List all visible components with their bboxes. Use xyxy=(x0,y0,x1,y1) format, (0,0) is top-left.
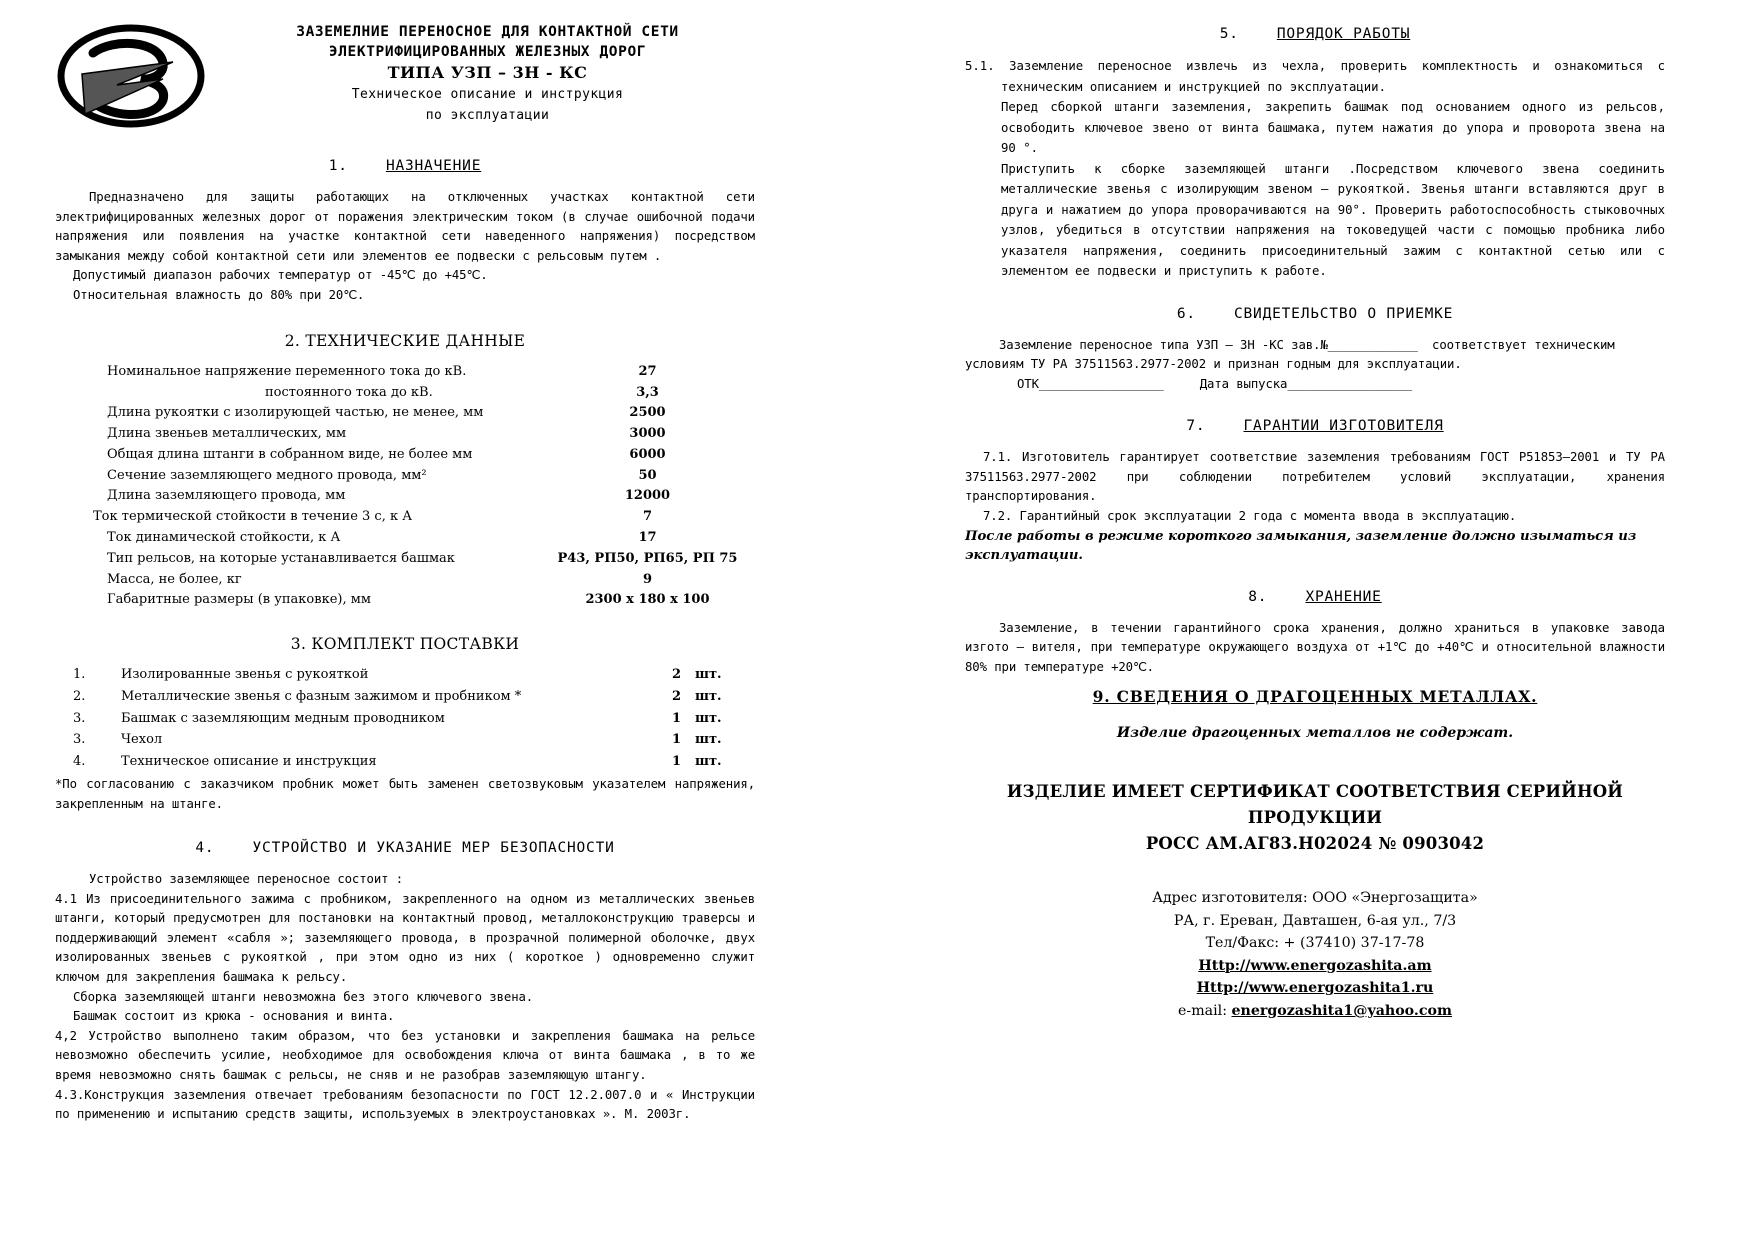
table-row xyxy=(55,486,755,507)
table-row xyxy=(55,403,755,424)
spec-value: 7 xyxy=(642,509,653,525)
spec-value: 3,3 xyxy=(636,384,659,400)
section-8-heading xyxy=(965,589,1665,605)
acceptance-text-after: соответствует техническим xyxy=(1432,337,1615,352)
spec-value: 12000 xyxy=(624,488,671,504)
spec-value: 6000 xyxy=(629,446,666,462)
acceptance-text-before: Заземление переносное типа УЗП – 3Н -КС зав.№ xyxy=(999,337,1328,352)
table-row xyxy=(55,569,755,590)
spec-label: Тип рельсов, на которые устанавливается башмак xyxy=(107,550,455,566)
spec-value: 3000 xyxy=(629,426,666,442)
section-9-title: 9. СВЕДЕНИЯ О ДРАГОЦЕННЫХ МЕТАЛЛАХ. xyxy=(1092,687,1538,707)
spec-label: постоянного тока до кВ. xyxy=(265,384,433,400)
certificate-line-2: РОСС АМ.АГ83.Н02024 № 0903042 xyxy=(1145,834,1485,854)
spec-value: 2300 х 180 х 100 xyxy=(585,592,710,608)
document-title-line-1: ЗАЗЕМЕЛНИЕ ПЕРЕНОСНОЕ ДЛЯ КОНТАКТНОЙ СЕТИ xyxy=(296,24,679,40)
section-4-number: 4. xyxy=(195,840,215,857)
item-qty: 2 xyxy=(671,689,681,705)
manufacturer-contacts xyxy=(965,887,1665,1022)
item-text: Изолированные звенья с рукояткой xyxy=(121,667,369,683)
section-4-heading xyxy=(55,840,755,856)
section-3-heading: 3. КОМПЛЕКТ ПОСТАВКИ xyxy=(290,634,520,653)
otk-blank: __________________ xyxy=(1038,376,1164,391)
section-6-title: СВИДЕТЕЛЬСТВО О ПРИЕМКЕ xyxy=(1234,305,1454,322)
item-qty: 1 xyxy=(671,753,681,769)
website-link-ru[interactable]: Http://www.energozashita1.ru xyxy=(1196,980,1434,997)
section-4-paragraph-4-3: 4.3.Конструкция заземления отвечает требованиям безопасности по ГОСТ 12.2.007.0 и « Инструкции по применению и испытанию средств защиты, используемых в электроустановках ». М. 2003г. xyxy=(55,1087,755,1122)
item-text: Техническое описание и инструкция xyxy=(121,753,377,769)
table-row xyxy=(55,362,755,383)
section-6-number: 6. xyxy=(1176,305,1196,322)
list-item xyxy=(55,708,755,730)
item-qty: 1 xyxy=(671,710,681,726)
spec-label: Масса, не более, кг xyxy=(107,571,242,587)
section-5-1-number: 5.1. xyxy=(965,59,995,73)
section-1-paragraph: Предназначено для защиты работающих на отключенных участках контактной сети электрифицированных железных дорог от поражения электрическим током (в случае ошибочной подачи напряжения или появления на участке контактной сети наведенного напряжения) посредством замыкания между собой контактной сети или элементов ее подвески с рельсовым путем . xyxy=(55,190,755,263)
section-6-acceptance-line-2: условиям ТУ РА 37511563.2977-2002 и признан годным для эксплуатации. xyxy=(965,357,1462,372)
otk-label: ОТК xyxy=(1017,376,1039,391)
item-number: 2. xyxy=(73,689,86,705)
item-number: 1. xyxy=(73,667,86,683)
right-column xyxy=(965,0,1665,1022)
section-6-acceptance-line-1 xyxy=(965,336,1665,356)
section-5-number: 5. xyxy=(1219,26,1239,42)
spec-label: Габаритные размеры (в упаковке), мм xyxy=(107,592,371,608)
item-unit: шт. xyxy=(695,689,722,705)
document-title-line-2: ЭЛЕКТРИФИЦИРОВАННЫХ ЖЕЛЕЗНЫХ ДОРОГ xyxy=(328,44,647,60)
spec-value: 9 xyxy=(642,571,653,587)
section-8-title: ХРАНЕНИЕ xyxy=(1305,588,1382,605)
section-3-footnote: *По согласованию с заказчиком пробник может быть заменен светозвуковым указателем напряжения, закрепленным на штанге. xyxy=(55,776,755,811)
date-label: Дата выпуска xyxy=(1199,376,1288,391)
table-row xyxy=(55,590,755,611)
section-4-paragraph-4-1: 4.1 Из присоединительного зажима с пробником, закрепленного на одном из металлических звеньев штанги, который предусмотрен для постановки на контактный провод, металлоконструкцию траверсы и поддерживающий элемент «сабля »; заземляющего провода, в прозрачной полимерной оболочке, двух изолированных звеньев с рукояткой , при этом одно из них ( короткое ) одновременно служит ключом для закрепления башмака к рельсу. xyxy=(55,891,755,985)
item-unit: шт. xyxy=(695,710,722,726)
spec-label: Длина рукоятки с изолирующей частью, не менее, мм xyxy=(107,405,484,421)
item-number: 4. xyxy=(73,753,86,769)
section-4-paragraph-4-1b: Сборка заземляющей штанги невозможна без этого ключевого звена. xyxy=(73,989,534,1004)
document-header xyxy=(55,22,755,142)
item-unit: шт. xyxy=(695,667,722,683)
spec-label: Длина заземляющего провода, мм xyxy=(107,488,346,504)
document-subtitle-line-2: по эксплуатации xyxy=(425,108,550,123)
section-5-heading xyxy=(965,26,1665,42)
technical-data-table xyxy=(55,362,755,611)
list-item xyxy=(55,665,755,687)
item-qty: 2 xyxy=(671,667,681,683)
item-unit: шт. xyxy=(695,753,722,769)
item-number: 3. xyxy=(73,710,86,726)
section-5-1-text-c: Приступить к сборке заземляющей штанги .Посредством ключевого звена соединить металлические звенья с изолирующим звеном – рукояткой. Звенья штанги вставляются друг в друга и нажатием до упора проворачиваются на 90°. Проверить работоспособность стыковочных узлов, убедиться в отсутствии напряжения на токоведущей части с помощью пробника либо указателя напряжения, соединить присоединительный зажим с контактной сетью или с элементом ее подвески и приступить к работе. xyxy=(1001,161,1665,278)
section-6-heading xyxy=(965,306,1665,322)
table-row xyxy=(55,549,755,570)
date-blank: __________________ xyxy=(1287,376,1412,391)
phone-line: Тел/Факс: + (37410) 37-17-78 xyxy=(1205,935,1425,952)
spec-value: 50 xyxy=(638,467,657,483)
delivery-set-table xyxy=(55,665,755,773)
spec-label: Ток динамической стойкости, к А xyxy=(107,530,341,545)
spec-value: 2500 xyxy=(629,405,666,421)
spec-label: Ток термической стойкости в течение 3 с, к А xyxy=(93,509,413,525)
section-7-number: 7. xyxy=(1186,418,1206,435)
section-7-title: ГАРАНТИИ ИЗГОТОВИТЕЛЯ xyxy=(1243,418,1444,435)
table-row xyxy=(55,465,755,486)
section-8-number: 8. xyxy=(1248,588,1268,605)
section-1-number: 1. xyxy=(328,158,348,174)
spec-value: 17 xyxy=(638,530,657,545)
section-1-temperature-line: Допустимый диапазон рабочих температур от -45℃ до +45℃. xyxy=(73,268,488,283)
certificate-block xyxy=(965,779,1665,857)
website-link-am[interactable]: Http://www.energozashita.am xyxy=(1198,957,1432,974)
certificate-line-1: ИЗДЕЛИЕ ИМЕЕТ СЕРТИФИКАТ СООТВЕТСТВИЯ СЕРИЙНОЙ ПРОДУКЦИИ xyxy=(1006,782,1624,828)
section-5-1-text: Заземление переносное извлечь из чехла, проверить комплектность и ознакомиться с техническим описанием и инструкцией по эксплуатации. xyxy=(1001,59,1665,94)
section-4-intro: Устройство заземляющее переносное состоит : xyxy=(89,872,404,887)
title-block xyxy=(220,22,755,126)
spec-label: Номинальное напряжение переменного тока до кВ. xyxy=(107,363,467,379)
address-line-1: Адрес изготовителя: ООО «Энергозащита» xyxy=(1152,890,1478,907)
item-text: Металлические звенья с фазным зажимом и пробником * xyxy=(121,689,522,705)
spec-label: Общая длина штанги в собранном виде, не более мм xyxy=(107,446,473,462)
section-7-note: После работы в режиме короткого замыкания, заземление должно изыматься из эксплуатации. xyxy=(965,528,1637,563)
section-8-paragraph: Заземление, в течении гарантийного срока хранения, должно храниться в упаковке завода изгото – вителя, при температуре окружающего воздуха от +1℃ до +40℃ и относительной влажности 80% при температуре +20℃. xyxy=(965,620,1665,674)
section-4-paragraph-4-1c: Башмак состоит из крюка - основания и винта. xyxy=(73,1009,395,1024)
item-text: Башмак с заземляющим медным проводником xyxy=(121,710,445,726)
email-link[interactable]: energozashita1@yahoo.com xyxy=(1231,1002,1452,1019)
section-5-title: ПОРЯДОК РАБОТЫ xyxy=(1276,26,1411,42)
document-type-line: ТИПА УЗП – 3Н - КС xyxy=(387,63,588,82)
section-9-heading xyxy=(965,687,1665,706)
spec-label: Сечение заземляющего медного провода, мм² xyxy=(107,467,427,483)
section-2-heading: 2. ТЕХНИЧЕСКИЕ ДАННЫЕ xyxy=(284,331,526,350)
section-1-title: НАЗНАЧЕНИЕ xyxy=(385,158,482,174)
section-9-statement: Изделие драгоценных металлов не содержат. xyxy=(1116,725,1514,742)
table-row xyxy=(55,528,755,549)
energozashita-logo xyxy=(55,22,207,130)
address-line-2: РА, г. Ереван, Давташен, 6-ая ул., 7/3 xyxy=(1173,912,1457,929)
table-row xyxy=(55,382,755,403)
item-unit: шт. xyxy=(695,732,722,748)
table-row xyxy=(55,445,755,466)
list-item xyxy=(55,687,755,709)
document-subtitle-line-1: Техническое описание и инструкция xyxy=(351,87,624,102)
section-4-title: УСТРОЙСТВО И УКАЗАНИЕ МЕР БЕЗОПАСНОСТИ xyxy=(252,840,615,857)
spec-value: 27 xyxy=(638,363,657,379)
section-6-signature-line xyxy=(965,375,1665,395)
item-qty: 1 xyxy=(671,732,681,748)
serial-number-blank: _____________ xyxy=(1327,337,1418,352)
item-text: Чехол xyxy=(121,732,163,748)
spec-value: Р43, РП50, РП65, РП 75 xyxy=(557,550,738,566)
item-number: 3. xyxy=(73,732,86,748)
table-row xyxy=(55,424,755,445)
spec-label: Длина звеньев металлических, мм xyxy=(107,426,347,442)
section-7-paragraph-7-2: 7.2. Гарантийный срок эксплуатации 2 года с момента ввода в эксплуатацию. xyxy=(983,509,1517,524)
section-4-paragraph-4-2: 4,2 Устройство выполнено таким образом, что без установки и закрепления башмака на рельсе невозможно обеспечить усилие, необходимое для освобождения ключа от винта башмака , в то же время невозможно снять башмак с рельсы, не сняв и не разобрав заземляющую штангу. xyxy=(55,1028,755,1083)
section-1-heading xyxy=(55,158,755,174)
list-item xyxy=(55,751,755,773)
section-1-humidity-line: Относительная влажность до 80% при 20℃. xyxy=(73,287,365,302)
table-row xyxy=(55,507,755,528)
section-7-paragraph-7-1: 7.1. Изготовитель гарантирует соответствие заземления требованиям ГОСТ Р51853–2001 и ТУ РА 37511563.2977-2002 при соблюдении потребителем условий эксплуатации, хранения транспортирования. xyxy=(965,450,1665,504)
email-label: e-mail: xyxy=(1178,1002,1227,1019)
section-5-1-text-b: Перед сборкой штанги заземления, закрепить башмак под основанием одного из рельсов, освободить ключевое звено от винта башмака, путем нажатия до упора и проворота звена на 90 °. xyxy=(1001,100,1665,155)
section-5-paragraph-5-1 xyxy=(965,56,1665,282)
section-7-heading xyxy=(965,418,1665,434)
list-item xyxy=(55,730,755,752)
left-column xyxy=(55,0,755,1125)
email-line xyxy=(965,1000,1665,1023)
